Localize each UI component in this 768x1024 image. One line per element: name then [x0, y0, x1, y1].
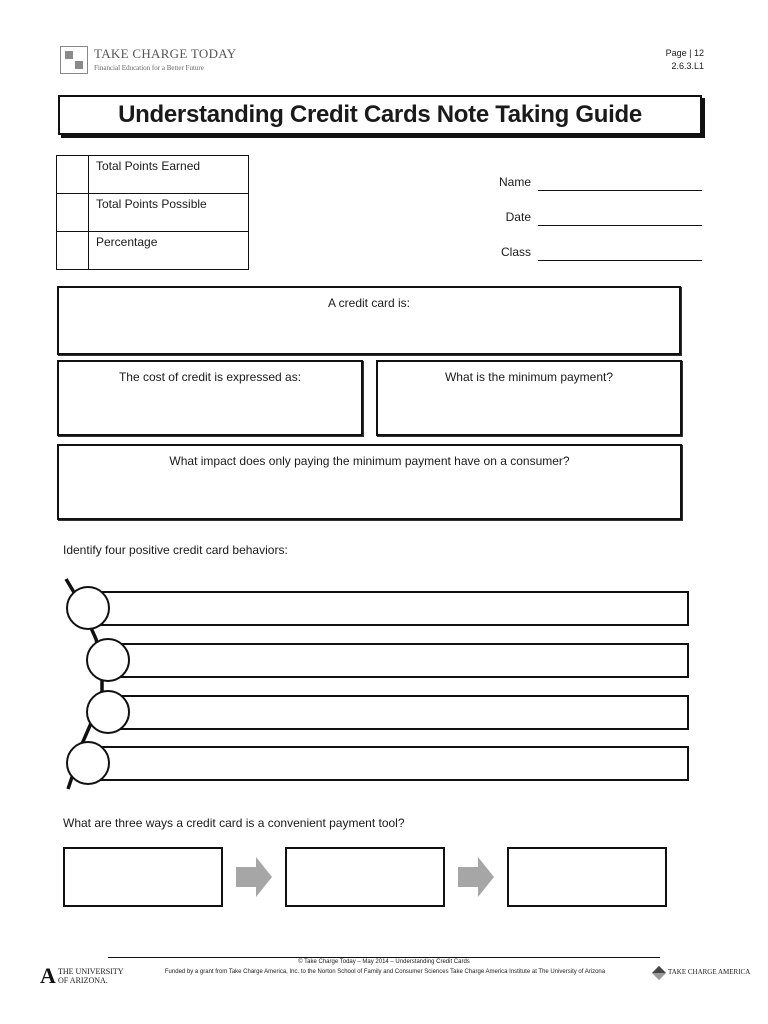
- university-of-arizona-logo: [40, 965, 124, 987]
- page-info: [666, 47, 704, 73]
- score-row: [57, 194, 249, 232]
- footer-copyright: © Take Charge Today – May 2014 – Understanding Credit Cards: [298, 959, 470, 965]
- score-label: Total Points Earned: [89, 156, 249, 194]
- footer-divider: [108, 957, 660, 958]
- convenience-answer-box-2[interactable]: [285, 847, 445, 907]
- behavior-bullet-circle-2: [86, 638, 130, 682]
- score-label: Percentage: [89, 232, 249, 270]
- cost-of-credit-prompt: The cost of credit is expressed as:: [118, 370, 302, 384]
- score-entry-cell[interactable]: [57, 232, 89, 270]
- minimum-payment-impact-box[interactable]: [57, 444, 682, 520]
- name-label: Name: [498, 175, 531, 189]
- tca-mark-icon: [652, 966, 666, 980]
- credit-card-prompt: A credit card is:: [327, 296, 411, 310]
- take-charge-america-logo: [654, 966, 751, 982]
- behavior-answer-bar-2[interactable]: [112, 643, 689, 678]
- logo-tagline: Financial Education for a Better Future: [94, 64, 204, 72]
- date-label: Date: [505, 210, 531, 224]
- title-banner: [58, 95, 702, 135]
- score-label: Total Points Possible: [89, 194, 249, 232]
- right-arrow-icon: [458, 857, 494, 897]
- impact-prompt: What impact does only paying the minimum payment have on a consumer?: [169, 454, 570, 468]
- date-field[interactable]: [538, 225, 702, 226]
- score-entry-cell[interactable]: [57, 194, 89, 232]
- ua-letter-logo: A: [40, 963, 56, 988]
- behavior-bullet-circle-4: [66, 741, 110, 785]
- score-entry-cell[interactable]: [57, 156, 89, 194]
- convenience-answer-box-3[interactable]: [507, 847, 667, 907]
- logo-name: TAKE CHARGE TODAY: [94, 46, 237, 61]
- behavior-bullet-circle-1: [66, 586, 110, 630]
- class-field[interactable]: [538, 260, 702, 261]
- ua-wordmark-line1: THE UNIVERSITY: [58, 967, 124, 976]
- score-row: [57, 156, 249, 194]
- take-charge-today-logo: [60, 45, 237, 77]
- score-table: [56, 155, 249, 270]
- page-number: Page | 12: [665, 48, 704, 58]
- cost-of-credit-box[interactable]: [57, 360, 363, 436]
- behavior-answer-bar-4[interactable]: [92, 746, 689, 781]
- minimum-payment-box[interactable]: [376, 360, 682, 436]
- document-code: 2.6.3.L1: [671, 61, 704, 71]
- footer-funding: Funded by a grant from Take Charge America, Inc. to the Norton School of Family and Consumer Sciences Take Charge America Institute at The University of Arizona: [164, 969, 606, 975]
- ua-wordmark-line2: OF ARIZONA.: [58, 976, 108, 985]
- minimum-payment-prompt: What is the minimum payment?: [444, 370, 614, 384]
- page-title: Understanding Credit Cards Note Taking Guide: [118, 101, 642, 128]
- logo-mark-icon: [60, 46, 88, 74]
- tca-wordmark: TAKE CHARGE AMERICA: [668, 968, 751, 976]
- name-field[interactable]: [538, 190, 702, 191]
- convenience-answer-box-1[interactable]: [63, 847, 223, 907]
- right-arrow-icon: [236, 857, 272, 897]
- class-label: Class: [500, 245, 531, 259]
- score-row: [57, 232, 249, 270]
- behavior-bullet-circle-3: [86, 690, 130, 734]
- ua-wordmark: [58, 967, 124, 985]
- behavior-answer-bar-3[interactable]: [112, 695, 689, 730]
- behavior-answer-bar-1[interactable]: [92, 591, 689, 626]
- credit-card-definition-box[interactable]: [57, 286, 681, 355]
- behaviors-prompt: Identify four positive credit card behaviors:: [63, 543, 288, 557]
- convenience-prompt: What are three ways a credit card is a convenient payment tool?: [63, 816, 405, 830]
